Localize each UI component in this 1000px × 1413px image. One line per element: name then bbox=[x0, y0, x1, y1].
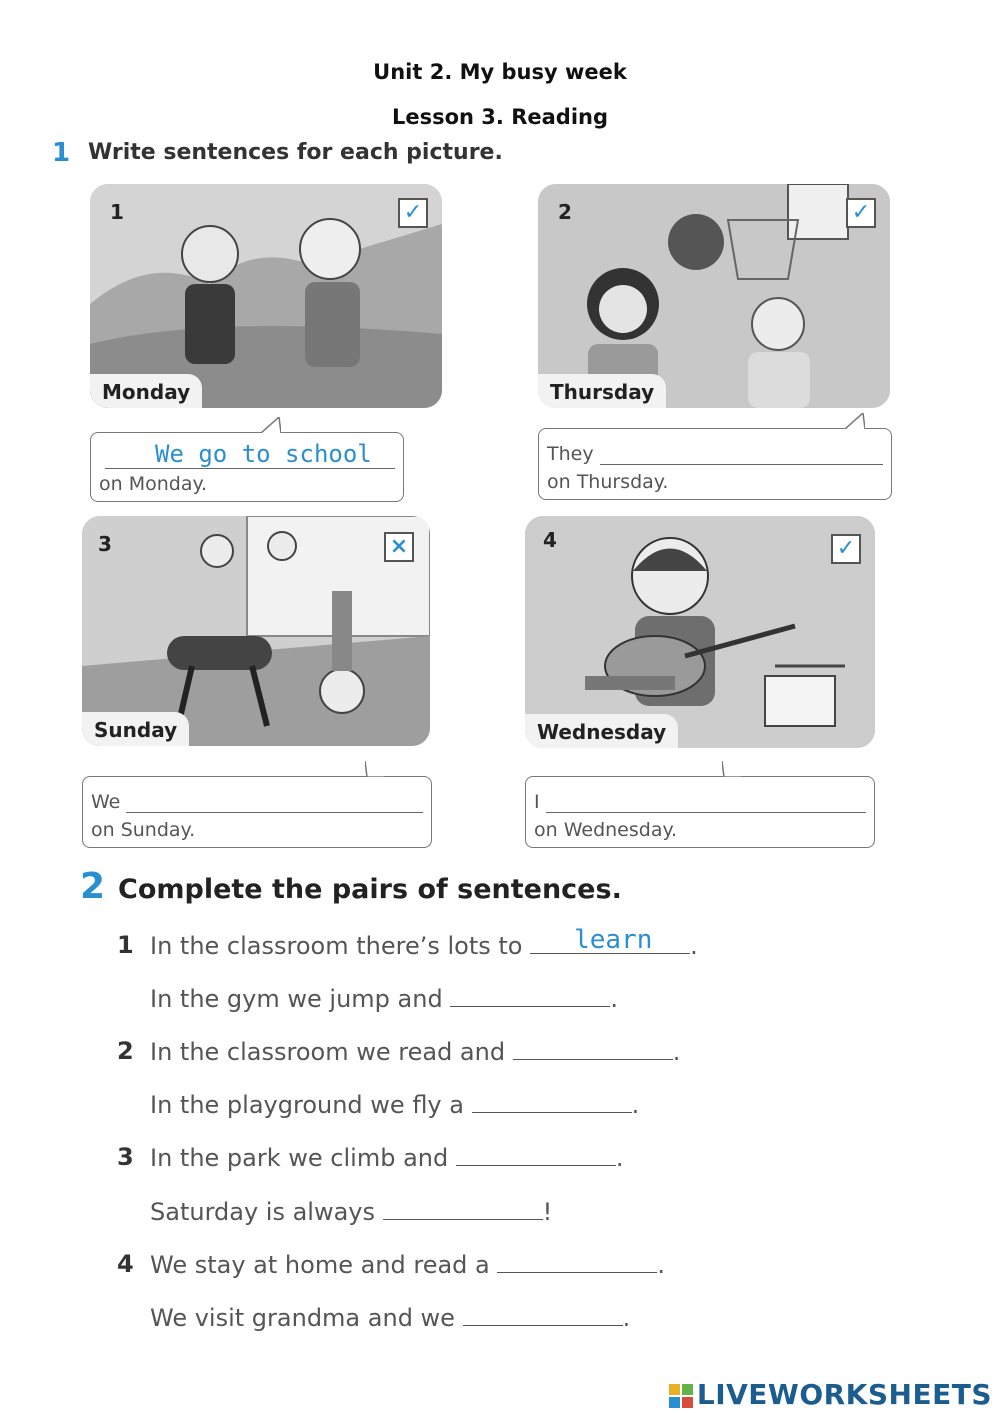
item-1-sentence-b bbox=[150, 984, 618, 1013]
answer-gap[interactable] bbox=[513, 1037, 673, 1060]
sentence-text: We visit grandma and we bbox=[150, 1304, 455, 1332]
picture-3-lead: We bbox=[91, 791, 121, 813]
picture-4 bbox=[525, 516, 875, 748]
bubble-tail bbox=[365, 761, 385, 777]
picture-3-answer-bubble bbox=[82, 776, 432, 848]
sentence-text: In the park we climb and bbox=[150, 1144, 449, 1172]
answer-gap[interactable] bbox=[472, 1090, 632, 1113]
picture-2-number: 2 bbox=[558, 200, 572, 224]
picture-3-ending: on Sunday. bbox=[91, 819, 196, 841]
picture-4-day-label: Wednesday bbox=[525, 714, 678, 748]
section1-number: 1 bbox=[52, 138, 71, 168]
picture-3-blank[interactable] bbox=[126, 786, 423, 813]
item-3-sentence-b bbox=[150, 1197, 552, 1226]
sentence-end: . bbox=[610, 985, 618, 1013]
gap-answer: learn bbox=[574, 925, 653, 955]
sentence-end: . bbox=[615, 1144, 624, 1172]
bubble-tail bbox=[845, 413, 865, 429]
sentence-end: . bbox=[631, 1091, 640, 1119]
answer-gap[interactable] bbox=[463, 1303, 623, 1326]
picture-1 bbox=[90, 184, 442, 408]
picture-2-answer-bubble bbox=[538, 428, 892, 500]
sentence-end: ! bbox=[542, 1198, 553, 1226]
bubble-tail bbox=[261, 417, 281, 433]
section1-instruction: Write sentences for each picture. bbox=[88, 140, 503, 165]
picture-1-checkbox[interactable]: ✓ bbox=[398, 198, 428, 228]
picture-1-answer: We go to school bbox=[155, 440, 372, 468]
sentence-text: Saturday is always bbox=[150, 1198, 375, 1226]
item-1-sentence-a bbox=[150, 925, 698, 960]
sentence-end: . bbox=[657, 1251, 666, 1279]
picture-1-ending: on Monday. bbox=[99, 473, 208, 495]
item-2-sentence-a bbox=[150, 1037, 680, 1066]
picture-1-answer-bubble bbox=[90, 432, 404, 502]
picture-4-blank[interactable] bbox=[546, 786, 866, 813]
picture-4-ending: on Wednesday. bbox=[534, 819, 678, 841]
item-1-number: 1 bbox=[117, 931, 134, 959]
picture-3 bbox=[82, 516, 430, 746]
sentence-end: . bbox=[622, 1304, 631, 1332]
lesson-title: Lesson 3. Reading bbox=[391, 105, 608, 129]
unit-title: Unit 2. My busy week bbox=[373, 60, 627, 84]
bubble-tail bbox=[722, 761, 742, 777]
sentence-text: In the playground we fly a bbox=[150, 1091, 464, 1119]
item-2-number: 2 bbox=[117, 1037, 134, 1065]
picture-1-number: 1 bbox=[110, 200, 124, 224]
picture-4-number: 4 bbox=[543, 528, 557, 552]
item-4-number: 4 bbox=[117, 1250, 134, 1278]
section2-number: 2 bbox=[80, 866, 106, 907]
picture-1-blank[interactable] bbox=[105, 442, 395, 469]
item-3-number: 3 bbox=[117, 1143, 134, 1171]
answer-gap[interactable] bbox=[383, 1197, 543, 1220]
sentence-text: In the gym we jump and bbox=[150, 985, 443, 1013]
section2-instruction: Complete the pairs of sentences. bbox=[118, 874, 622, 905]
item-4-sentence-b bbox=[150, 1303, 630, 1332]
sentence-end: . bbox=[672, 1038, 681, 1066]
brand-text: LIVEWORKSHEETS bbox=[696, 1378, 992, 1411]
picture-2 bbox=[538, 184, 890, 408]
picture-4-answer-bubble bbox=[525, 776, 875, 848]
picture-3-checkbox[interactable]: × bbox=[384, 532, 414, 562]
picture-1-day-label: Monday bbox=[90, 374, 202, 408]
sentence-text: In the classroom we read and bbox=[150, 1038, 506, 1066]
picture-4-lead: I bbox=[534, 791, 540, 813]
item-3-sentence-a bbox=[150, 1143, 624, 1172]
answer-gap[interactable] bbox=[497, 1250, 657, 1273]
answer-gap[interactable] bbox=[450, 984, 610, 1007]
answer-gap[interactable] bbox=[456, 1143, 616, 1166]
picture-4-checkbox[interactable]: ✓ bbox=[831, 534, 861, 564]
item-2-sentence-b bbox=[150, 1090, 639, 1119]
picture-2-lead: They bbox=[547, 443, 594, 465]
picture-2-day-label: Thursday bbox=[538, 374, 666, 408]
picture-3-day-label: Sunday bbox=[82, 712, 189, 746]
sentence-text: We stay at home and read a bbox=[150, 1251, 490, 1279]
answer-gap[interactable] bbox=[530, 925, 690, 955]
sentence-text: In the classroom there’s lots to bbox=[150, 932, 523, 960]
sentence-end: . bbox=[690, 932, 698, 960]
liveworksheets-brand[interactable] bbox=[669, 1378, 992, 1411]
item-4-sentence-a bbox=[150, 1250, 665, 1279]
picture-2-ending: on Thursday. bbox=[547, 471, 669, 493]
picture-3-number: 3 bbox=[98, 532, 112, 556]
picture-2-blank[interactable] bbox=[600, 438, 883, 465]
liveworksheets-logo-icon bbox=[669, 1384, 693, 1408]
picture-2-checkbox[interactable]: ✓ bbox=[846, 198, 876, 228]
